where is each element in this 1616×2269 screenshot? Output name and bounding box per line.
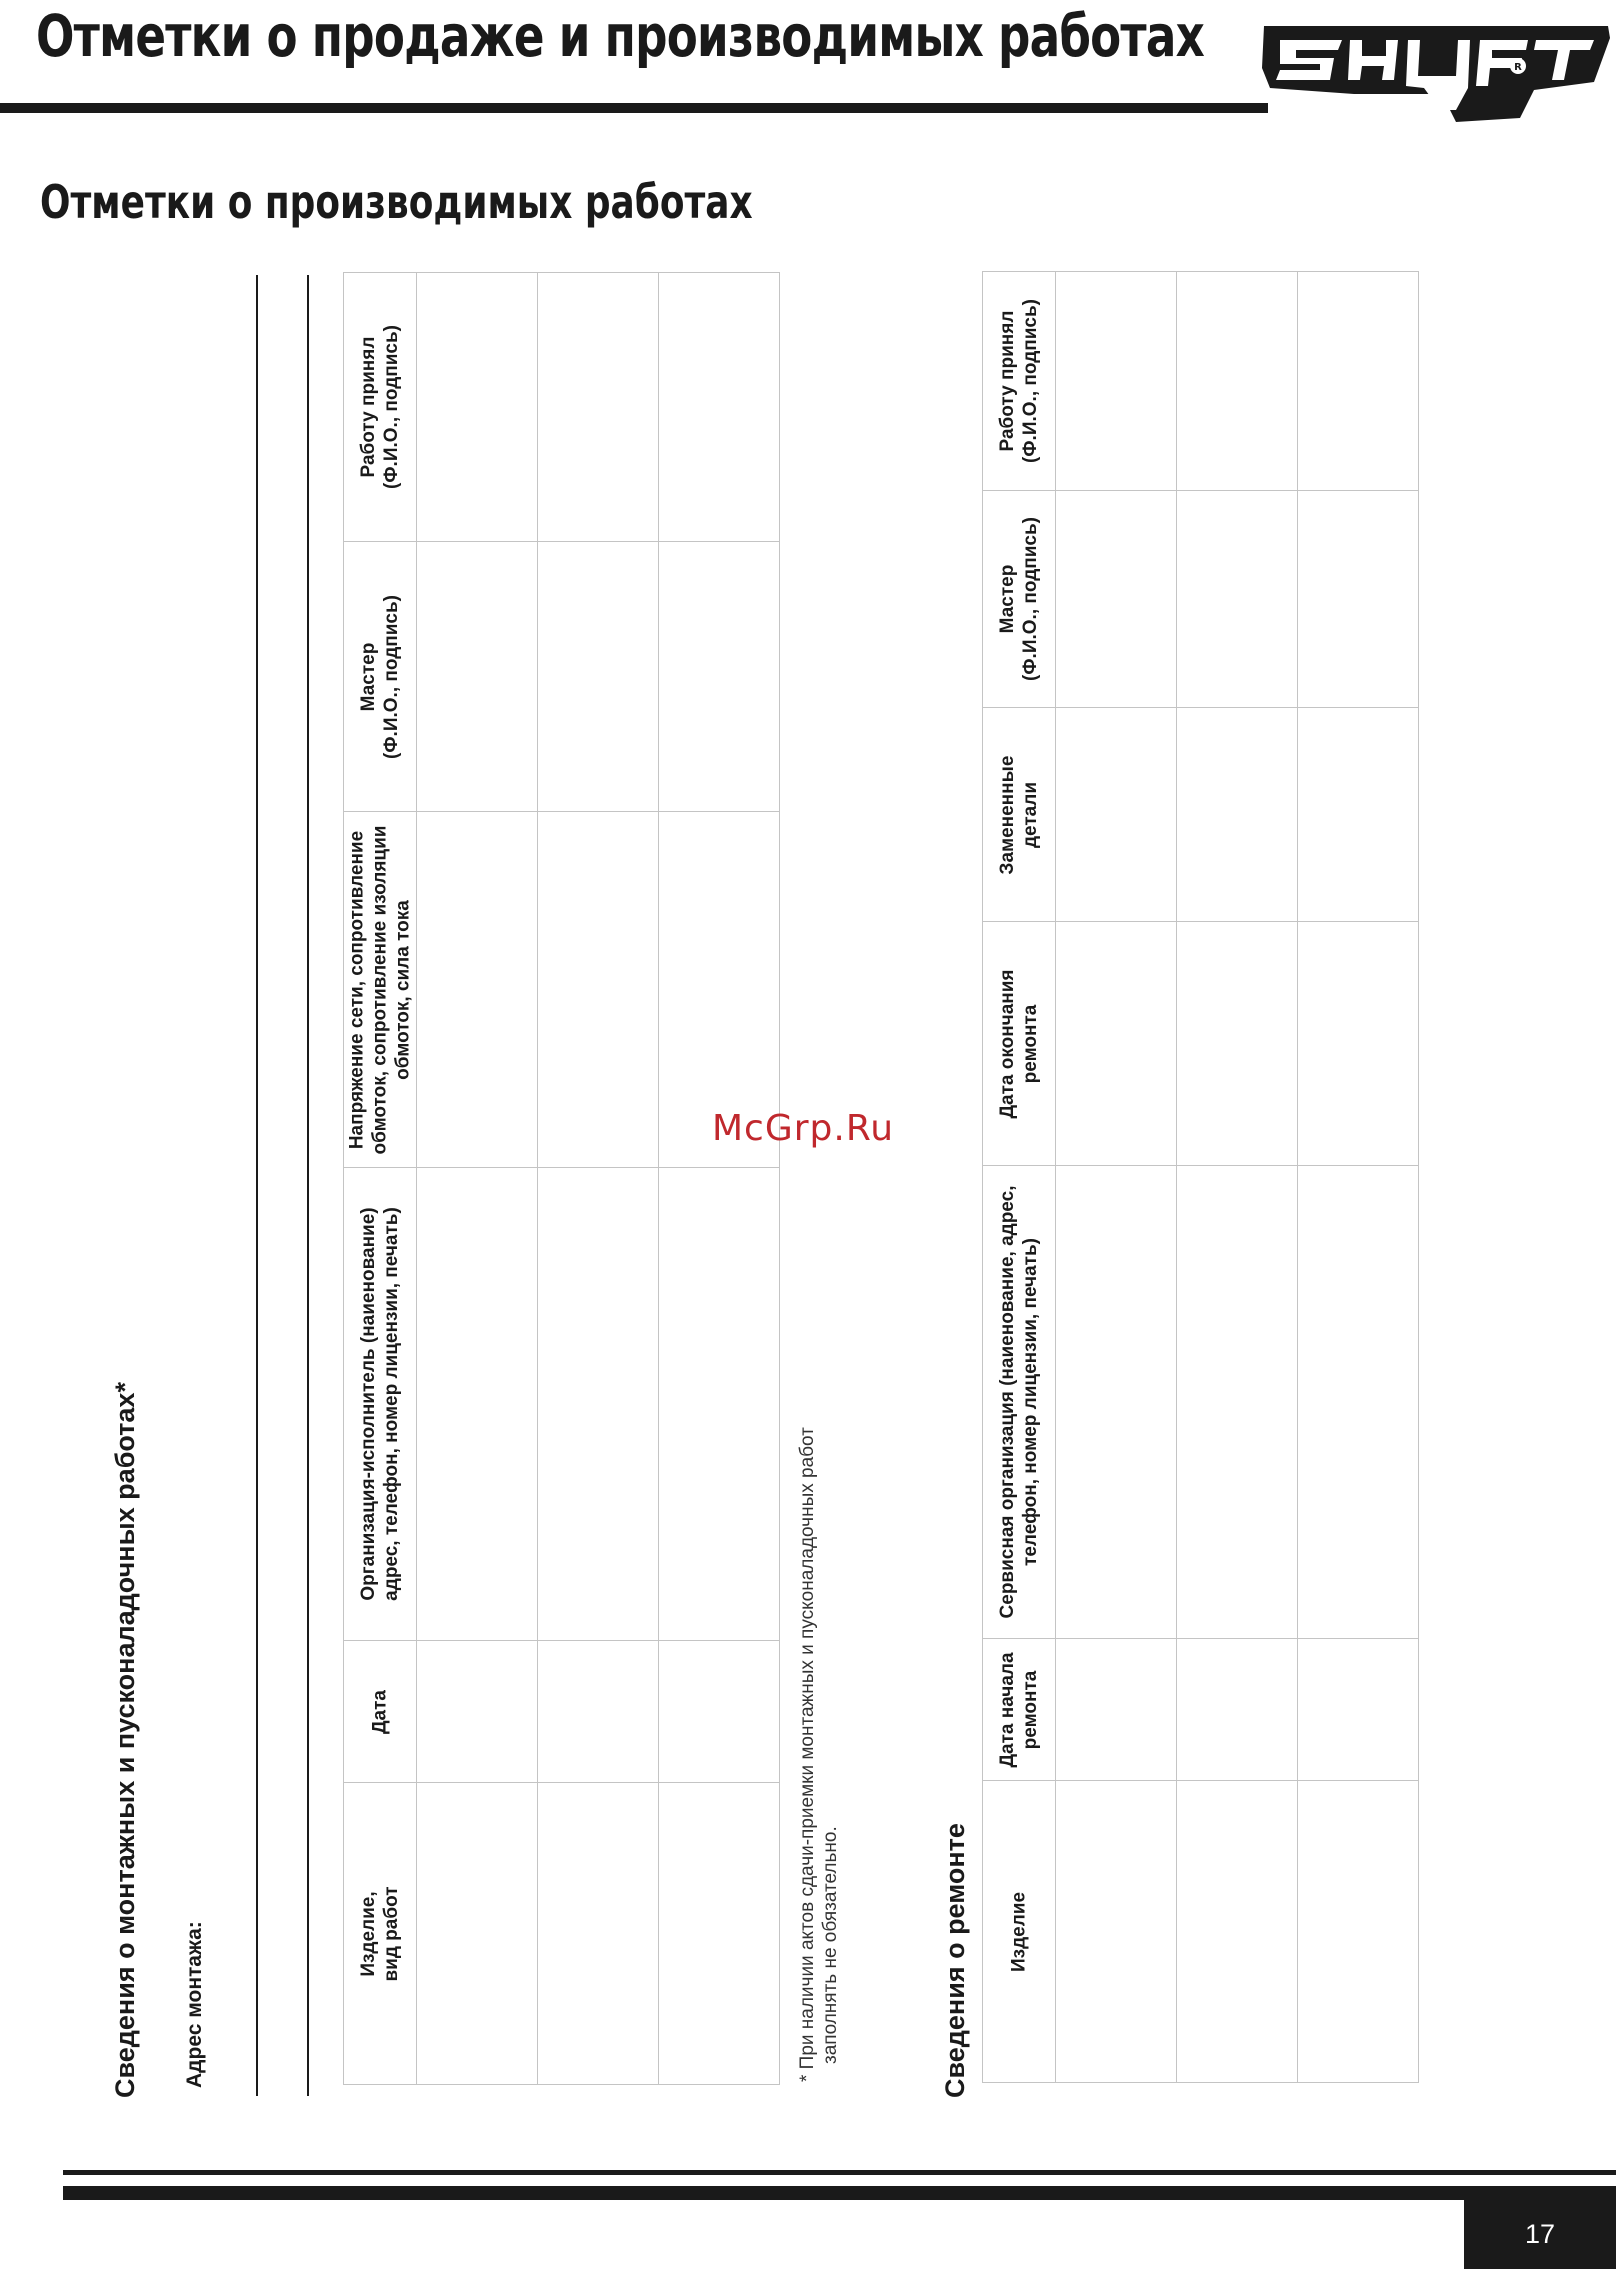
- repair-header-line: детали: [1020, 781, 1041, 848]
- repair-entry-cell[interactable]: [1056, 922, 1177, 1166]
- repair-header-line: ремонта: [1020, 1004, 1041, 1083]
- repair-entry-cell[interactable]: [1177, 1781, 1298, 2083]
- montage-header-text: [369, 1645, 392, 1779]
- montage-column-header: [344, 1168, 417, 1641]
- montage-entry-cell[interactable]: [538, 542, 659, 812]
- repair-entry-cell[interactable]: [1298, 272, 1419, 491]
- montage-header-line: Изделие,: [358, 1890, 379, 1977]
- montage-header-text: [357, 1787, 403, 2081]
- montage-header-line: Напряжение сети, сопротивление: [346, 830, 368, 1149]
- svg-text:R: R: [1514, 62, 1522, 73]
- repair-header-text: [1008, 1785, 1031, 2079]
- repair-band: [983, 1166, 1419, 1639]
- montage-entry-cell[interactable]: [659, 273, 780, 542]
- repair-column-header: [983, 1639, 1056, 1781]
- repair-entry-cell[interactable]: [1056, 1639, 1177, 1781]
- montage-header-line: вид работ: [381, 1885, 402, 1982]
- montage-column-header: [344, 542, 417, 812]
- footer-rule-thin: [63, 2170, 1616, 2175]
- montage-header-line: Дата: [369, 1689, 391, 1734]
- montage-band: [344, 273, 780, 542]
- repair-entry-cell[interactable]: [1298, 1166, 1419, 1639]
- repair-band: [983, 272, 1419, 491]
- montage-entry-cell[interactable]: [538, 273, 659, 542]
- repair-header-line: Мастер: [997, 564, 1018, 634]
- repair-header-line: телефон, номер лицензии, печать): [1020, 1238, 1041, 1566]
- montage-entry-cell[interactable]: [417, 542, 538, 812]
- montage-column-header: [344, 1783, 417, 2085]
- repair-table: [982, 271, 1419, 2083]
- montage-header-line: (Ф.И.О., подпись): [381, 594, 402, 759]
- montage-entry-cell[interactable]: [659, 1641, 780, 1783]
- montage-header-wrap: [344, 812, 416, 1167]
- montage-header-line: обмоток, сила тока: [392, 899, 414, 1080]
- repair-entry-cell[interactable]: [1177, 922, 1298, 1166]
- montage-header-text: [357, 277, 403, 538]
- repair-entry-cell[interactable]: [1177, 1639, 1298, 1781]
- address-line-bottom: [307, 275, 309, 2096]
- montage-band: [344, 542, 780, 812]
- montage-column-header: [344, 812, 417, 1168]
- montage-entry-cell[interactable]: [538, 812, 659, 1168]
- page-header-title: Отметки о продаже и производимых работах: [36, 2, 1205, 70]
- montage-header-wrap: [344, 1168, 416, 1640]
- footer-rule-thick: [63, 2186, 1616, 2200]
- montage-entry-cell[interactable]: [417, 1168, 538, 1641]
- montage-header-wrap: [344, 1783, 416, 2084]
- repair-column-header: [983, 272, 1056, 491]
- repair-band: [983, 491, 1419, 708]
- repair-header-text: [996, 276, 1042, 487]
- montage-header-wrap: [344, 1641, 416, 1782]
- repair-entry-cell[interactable]: [1177, 491, 1298, 708]
- montage-entry-cell[interactable]: [659, 542, 780, 812]
- repair-band: [983, 708, 1419, 922]
- montage-entry-cell[interactable]: [659, 1783, 780, 2085]
- repair-entry-cell[interactable]: [1177, 1166, 1298, 1639]
- repair-entry-cell[interactable]: [1056, 708, 1177, 922]
- montage-entry-cell[interactable]: [417, 273, 538, 542]
- repair-header-line: ремонта: [1020, 1670, 1041, 1749]
- montage-header-text: [357, 1172, 403, 1637]
- repair-column-header: [983, 1166, 1056, 1639]
- repair-entry-cell[interactable]: [1298, 922, 1419, 1166]
- montage-column-header: [344, 1641, 417, 1783]
- montage-header-line: Мастер: [358, 642, 379, 711]
- repair-header-line: Работу принял: [997, 310, 1018, 452]
- address-line-top: [256, 275, 258, 2096]
- repair-entry-cell[interactable]: [1177, 708, 1298, 922]
- footnote-line-1: * При наличии актов сдачи-приемки монтажных и пусконаладочных работ: [797, 1427, 818, 2082]
- footnote-line-2: заполнять не обязательно.: [820, 1826, 841, 2064]
- repair-entry-cell[interactable]: [1056, 272, 1177, 491]
- footnote: [796, 1382, 842, 2082]
- repair-header-line: Дата окончания: [997, 968, 1018, 1119]
- repair-column-header: [983, 491, 1056, 708]
- montage-band: [344, 1783, 780, 2085]
- repair-entry-cell[interactable]: [1298, 708, 1419, 922]
- montage-header-line: адрес, телефон, номер лицензии, печать): [381, 1207, 402, 1601]
- repair-header-line: Замененные: [997, 755, 1018, 874]
- montage-band: [344, 1641, 780, 1783]
- shuft-logo-graphic: [1258, 18, 1616, 122]
- repair-header-text: [996, 712, 1042, 918]
- montage-entry-cell[interactable]: [417, 812, 538, 1168]
- montage-entry-cell[interactable]: [538, 1783, 659, 2085]
- repair-column-header: [983, 922, 1056, 1166]
- watermark: McGrp.Ru: [712, 1108, 895, 1149]
- repair-entry-cell[interactable]: [1177, 272, 1298, 491]
- montage-table: [343, 272, 780, 2085]
- montage-entry-cell[interactable]: [417, 1641, 538, 1783]
- repair-header-line: Изделие: [1008, 1891, 1030, 1972]
- montage-header-line: (Ф.И.О., подпись): [381, 325, 402, 489]
- repair-entry-cell[interactable]: [1056, 1781, 1177, 2083]
- montage-entry-cell[interactable]: [538, 1641, 659, 1783]
- repair-header-wrap: [983, 491, 1055, 707]
- repair-header-wrap: [983, 1781, 1055, 2082]
- repair-header-text: [996, 926, 1042, 1162]
- repair-entry-cell[interactable]: [1298, 1781, 1419, 2083]
- repair-column-header: [983, 708, 1056, 922]
- montage-entry-cell[interactable]: [538, 1168, 659, 1641]
- repair-band: [983, 922, 1419, 1166]
- repair-column-header: [983, 1781, 1056, 2083]
- repair-header-line: (Ф.И.О., подпись): [1020, 517, 1041, 681]
- repair-band: [983, 1639, 1419, 1781]
- montage-section-title: Сведения о монтажных и пусконаладочных работах*: [110, 1382, 140, 2098]
- montage-header-line: обмоток, сопротивление изоляции: [369, 825, 391, 1154]
- montage-entry-cell[interactable]: [417, 1783, 538, 2085]
- repair-header-text: [996, 1170, 1042, 1635]
- repair-section-title: Сведения о ремонте: [940, 1823, 970, 2098]
- address-label: Адрес монтажа:: [183, 1921, 206, 2088]
- repair-entry-cell[interactable]: [1056, 1166, 1177, 1639]
- montage-header-wrap: [344, 542, 416, 811]
- montage-column-header: [344, 273, 417, 542]
- repair-band: [983, 1781, 1419, 2083]
- montage-entry-cell[interactable]: [659, 1168, 780, 1641]
- header-rule: [0, 103, 1268, 113]
- page-number: 17: [1464, 2200, 1616, 2269]
- repair-header-line: Сервисная организация (наиенование, адрес,: [997, 1185, 1018, 1619]
- repair-header-wrap: [983, 922, 1055, 1165]
- repair-header-wrap: [983, 708, 1055, 921]
- montage-band: [344, 1168, 780, 1641]
- repair-entry-cell[interactable]: [1298, 1639, 1419, 1781]
- repair-entry-cell[interactable]: [1298, 491, 1419, 708]
- repair-header-text: [996, 495, 1042, 704]
- montage-header-wrap: [344, 273, 416, 541]
- section-title: Отметки о производимых работах: [40, 175, 753, 229]
- repair-header-text: [996, 1643, 1042, 1777]
- shuft-logo: [1258, 18, 1616, 122]
- montage-header-text: [357, 546, 403, 808]
- repair-header-line: Дата начала: [997, 1651, 1018, 1768]
- repair-header-line: (Ф.И.О., подпись): [1020, 299, 1041, 463]
- repair-header-wrap: [983, 1639, 1055, 1780]
- repair-entry-cell[interactable]: [1056, 491, 1177, 708]
- repair-header-wrap: [983, 272, 1055, 490]
- repair-header-wrap: [983, 1166, 1055, 1638]
- montage-header-line: Организация-исполнитель (наиенование): [358, 1207, 379, 1601]
- montage-header-line: Работу принял: [358, 336, 379, 478]
- montage-header-text: [346, 816, 415, 1164]
